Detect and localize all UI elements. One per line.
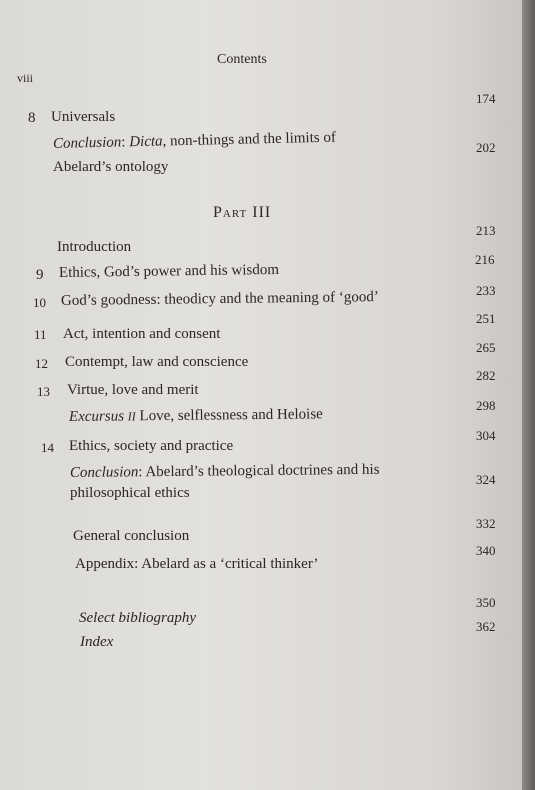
page-ref: 282 (476, 368, 496, 383)
conclusion-entry (70, 461, 380, 482)
excursus-number: II (127, 409, 136, 424)
section-title: Appendix: Abelard as a ‘critical thinker’ (75, 556, 319, 572)
page-number: viii (17, 71, 34, 85)
book-edge-shadow (522, 0, 535, 790)
page-ref: 304 (476, 428, 496, 443)
page-ref: 324 (476, 472, 496, 487)
conclusion-italic: Dicta (129, 133, 163, 151)
page-ref: 362 (476, 619, 496, 634)
page-ref: 202 (476, 140, 496, 155)
chapter-title: God’s goodness: theodicy and the meaning of ‘good’ (60, 289, 379, 309)
chapter-number: 11 (34, 327, 47, 342)
page-ref: 350 (476, 595, 496, 610)
page-ref: 251 (476, 311, 496, 326)
running-head: Contents (217, 52, 267, 67)
section-title: Index (80, 634, 114, 650)
section-title: Introduction (57, 239, 132, 255)
conclusion-label: Conclusion (52, 134, 122, 152)
part-heading: Part III (213, 204, 272, 221)
excursus-title: Love, selflessness and Heloise (139, 406, 323, 425)
chapter-title: Ethics, society and practice (69, 438, 234, 454)
chapter-number: 8 (28, 110, 36, 126)
chapter-number: 13 (37, 384, 50, 399)
conclusion-line2: philosophical ethics (70, 485, 190, 501)
page-ref: 332 (476, 516, 496, 531)
page-ref: 213 (476, 223, 496, 238)
chapter-number: 10 (33, 295, 46, 310)
chapter-number: 9 (36, 267, 44, 283)
chapter-number: 14 (41, 440, 54, 455)
conclusion-line2: Abelard’s ontology (53, 159, 169, 175)
excursus-entry (69, 405, 323, 426)
page-ref: 233 (476, 283, 496, 298)
page-ref: 340 (476, 543, 496, 558)
chapter-title: Act, intention and consent (63, 326, 221, 342)
conclusion-text: : Abelard’s theological doctrines and his (138, 461, 380, 481)
conclusion-label: Conclusion (69, 464, 139, 481)
conclusion-text: , non-things and the limits of (162, 129, 337, 150)
page-ref: 265 (476, 340, 496, 355)
page-ref: 174 (476, 91, 496, 106)
chapter-title: Universals (51, 109, 116, 125)
chapter-number: 12 (35, 356, 48, 371)
page-ref: 216 (475, 252, 495, 267)
conclusion-entry: Conclusion: Dicta, non-things and the limits of (52, 129, 337, 152)
chapter-title: Contempt, law and conscience (65, 354, 249, 370)
section-title: General conclusion (73, 528, 190, 544)
chapter-title: Ethics, God’s power and his wisdom (58, 261, 280, 281)
page-ref: 298 (476, 398, 496, 413)
section-title: Select bibliography (79, 610, 197, 626)
excursus-label: Excursus (68, 408, 125, 425)
chapter-title: Virtue, love and merit (67, 382, 199, 398)
